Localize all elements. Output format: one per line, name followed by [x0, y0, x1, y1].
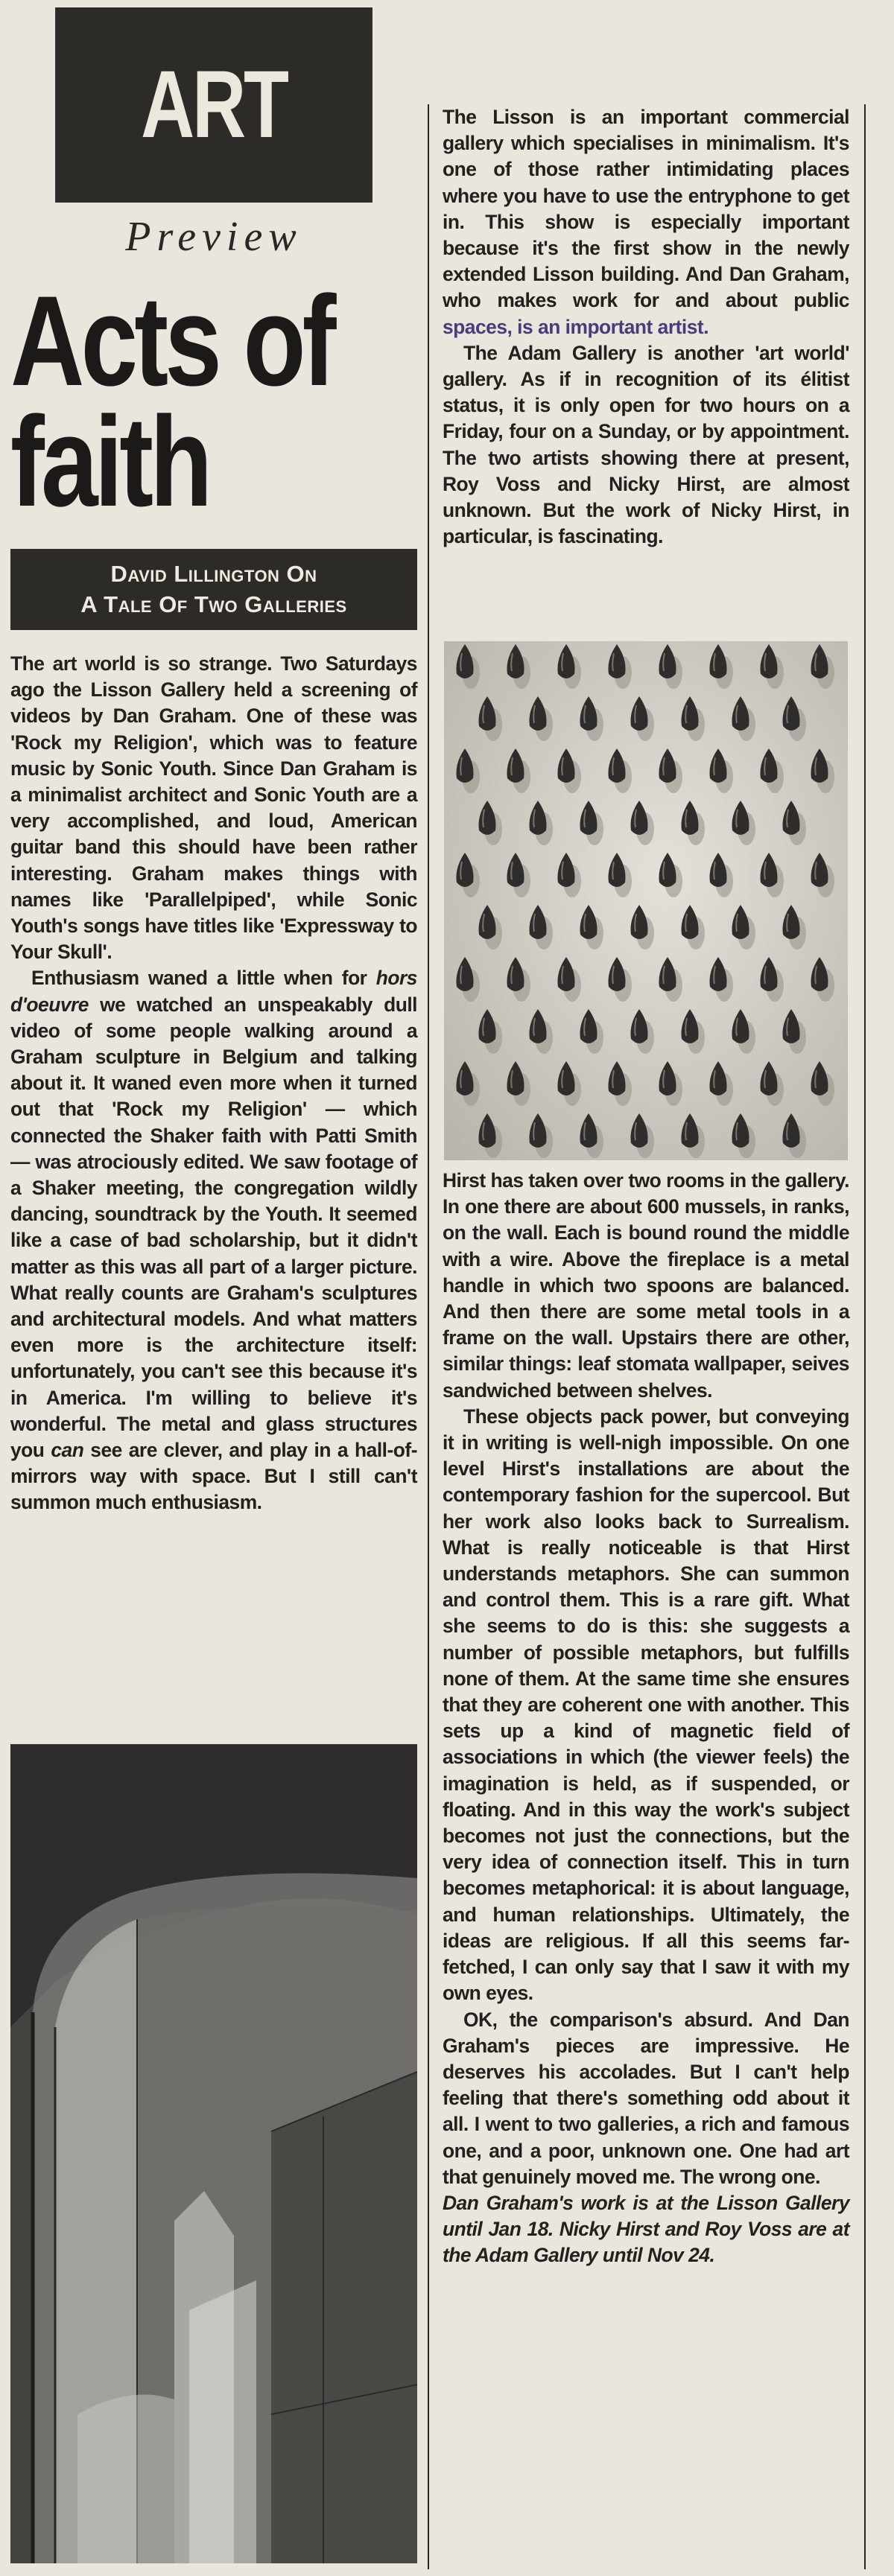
right-column-bottom	[443, 1168, 849, 2269]
headline	[10, 270, 336, 533]
right-body-text-top	[443, 104, 849, 550]
right-column-top	[443, 104, 849, 550]
paragraph: Hirst has taken over two rooms in the gallery. In one there are about 600 mussels, in ranks, on the wall. Each is bound round the middle with a wire. Above the fireplace is a metal handle in which two spoons are balanced. And then there are some metal tools in a frame on the wall. Upstairs there are other, similar things: leaf stomata wallpaper, seives sandwiched between shelves.	[443, 1169, 849, 1402]
right-body-text-bottom	[443, 1168, 849, 2269]
hirst-mussels-photo	[444, 641, 848, 1160]
paragraph: Enthusiasm waned a little when for hors d'oeuvre we watched an unspeakably dull video of some people walking around a Graham sculpture in Belgium and talking about it. It waned even more when it turned out that 'Rock my Religion' — which connected the Shaker faith with Patti Smith — was atrociously edited. We saw footage of a Shaker meeting, the congregation wildly dancing, soundtrack by the Youth. It seemed like a case of bad scholarship, but it didn't matter as this was all part of a larger picture. What really counts are Graham's sculptures and architectural models. And what matters even more is the architecture itself: unfortunately, you can't see this because it's in America. I'm willing to believe it's wonderful. The metal and glass structures you can see are clever, and play in a hall-of-mirrors way with space. But I still can't summon much enthusiasm.	[10, 967, 417, 1514]
paragraph: OK, the comparison's absurd. And Dan Graham's pieces are impressive. He deserves his accolades. But I can't help feeling that there's something odd about it all. I went to two galleries, a rich and famous one, and a poor, unknown one. One had art that genuinely moved me. The wrong one.	[443, 2008, 849, 2188]
exhibition-credit: Dan Graham's work is at the Lisson Gallery until Jan 18. Nicky Hirst and Roy Voss are at the Adam Gallery until Nov 24.	[443, 2191, 849, 2267]
column-rule-left	[428, 104, 429, 2569]
paragraph: The Lisson is an important commercial gallery which specialises in minimalism. It's one of those rather intimidating places where you have to use the entryphone to get in. This show is especially important because it's the first show in the newly extended Lisson building. And Dan Graham, who makes work for and about public spaces, is an important artist.	[443, 106, 849, 338]
section-label: ART	[55, 7, 372, 203]
headline-line-2: faith	[10, 389, 209, 533]
headline-line-1: Acts of	[10, 270, 333, 413]
byline-line-2: A Tale Of Two Galleries	[80, 591, 347, 617]
column-rule-right	[864, 104, 866, 2569]
paragraph: The Adam Gallery is another 'art world' gallery. As if in recognition of its élitist status, it is only open for two hours on a Friday, four on a Sunday, or by appointment. The two artists showing there at present, Roy Voss and Nicky Hirst, are almost unknown. But the work of Nicky Hirst, in particular, is fascinating.	[443, 341, 849, 548]
byline	[10, 549, 417, 630]
highlighted-text: spaces, is an important artist.	[443, 315, 709, 338]
left-column	[10, 7, 417, 1516]
byline-line-1: David Lillington On	[110, 561, 317, 588]
paragraph: The art world is so strange. Two Saturdays ago the Lisson Gallery held a screening of videos by Dan Graham. One of these was 'Rock my Religion', which was to feature music by Sonic Youth. Since Dan Graham is a minimalist architect and Sonic Youth are a very accomplished, and loud, American guitar band this should have been rather interesting. Graham makes things with names like 'Parallelpiped', while Sonic Youth's songs have titles like 'Expressway to Your Skull'.	[10, 652, 417, 964]
paragraph: These objects pack power, but conveying it in writing is well-nigh impossible. On one level Hirst's installations are about the contemporary fashion for the supercool. But her work also looks back to Surrealism. What is really noticeable is that Hirst understands metaphors. She can summon and control them. This is a rare gift. What she seems to do is this: she suggests a number of possible metaphors, but fulfills none of them. At the same time she ensures that they are coherent one with another. This sets up a kind of magnetic field of associations in which (the viewer feels) the imagination is held, as if suspended, or floating. And in this way the work's subject becomes not just the connections, but the very idea of connection itself. This in turn becomes metaphorical: it is about language, and human relationships. Ultimately, the ideas are religious. If all this seems far-fetched, I can only say that I saw it with my own eyes.	[443, 1405, 849, 2005]
graham-sculpture-photo	[10, 1744, 417, 2563]
section-sublabel: Preview	[125, 214, 302, 260]
left-body-text	[10, 651, 417, 1516]
